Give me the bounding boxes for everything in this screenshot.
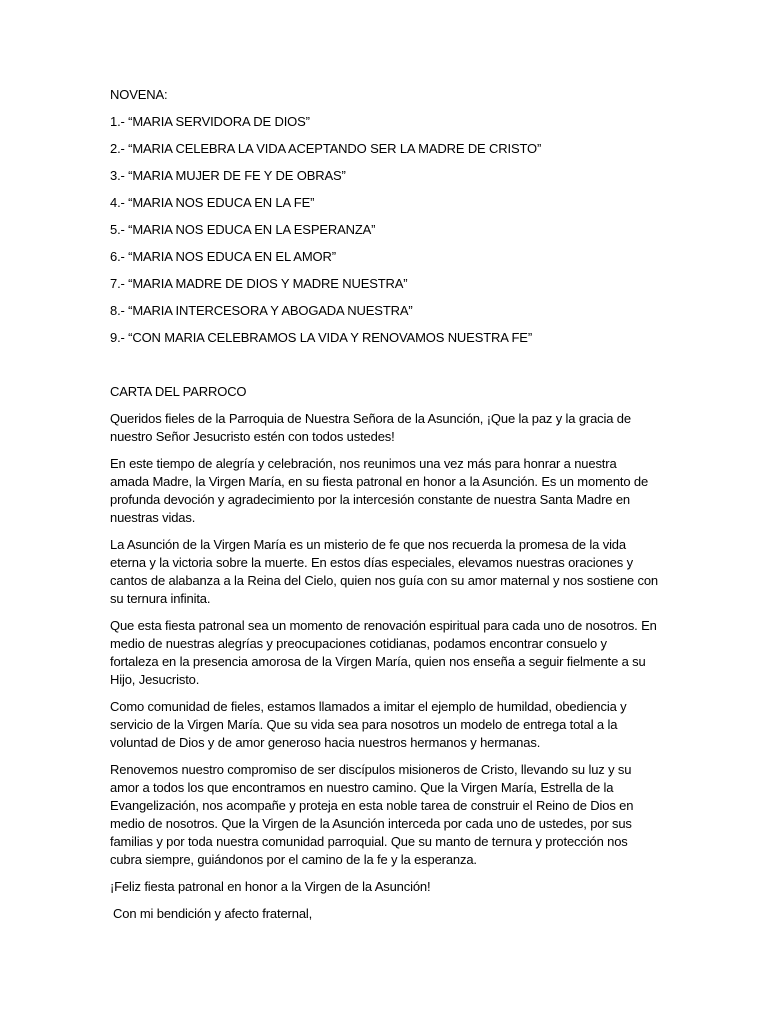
carta-heading: CARTA DEL PARROCO (110, 384, 247, 399)
document-page (110, 86, 658, 932)
carta-paragraph-6: Renovemos nuestro compromiso de ser discípulos misioneros de Cristo, llevando su luz y su amor a todos los que encontramos en nuestro camino. Que la Virgen María, Estrella de la Evangelización, nos acompañe y proteja en esta noble tarea de construir el Reino de Dios en medio de nosotros. Que la Virgen de la Asunción interceda por cada uno de ustedes, por sus familias y por toda nuestra comunidad parroquial. Que su manto de ternura y protección nos cubra siempre, guiándonos por el camino de la fe y la esperanza. (110, 762, 634, 867)
carta-paragraph-3: La Asunción de la Virgen María es un misterio de fe que nos recuerda la promesa de la vida eterna y la victoria sobre la muerte. En estos días especiales, elevamos nuestras oraciones y cantos de alabanza a la Reina del Cielo, quien nos guía con su amor maternal y nos sostiene con su ternura infinita. (110, 537, 658, 606)
carta-paragraph-2: En este tiempo de alegría y celebración, nos reunimos una vez más para honrar a nuestra amada Madre, la Virgen María, en su fiesta patronal en honor a la Asunción. Es un momento de profunda devoción y agradecimiento por la intercesión constante de nuestra Santa Madre en nuestras vidas. (110, 456, 649, 525)
novena-item-7: 7.- “MARIA MADRE DE DIOS Y MADRE NUESTRA” (110, 276, 408, 291)
novena-item-5: 5.- “MARIA NOS EDUCA EN LA ESPERANZA” (110, 222, 376, 237)
carta-paragraph-4: Que esta fiesta patronal sea un momento de renovación espiritual para cada uno de nosotros. En medio de nuestras alegrías y preocupaciones cotidianas, podamos encontrar consuelo y fortaleza en la presencia amorosa de la Virgen María, quien nos enseña a seguir fielmente a su Hijo, Jesucristo. (110, 618, 657, 687)
carta-paragraph-1: Queridos fieles de la Parroquia de Nuestra Señora de la Asunción, ¡Que la paz y la gracia de nuestro Señor Jesucristo estén con todos ustedes! (110, 411, 631, 444)
novena-item-3: 3.- “MARIA MUJER DE FE Y DE OBRAS” (110, 168, 346, 183)
section-spacer (110, 356, 658, 383)
carta-closing: Con mi bendición y afecto fraternal, (113, 906, 313, 921)
novena-heading: NOVENA: (110, 87, 168, 102)
novena-item-1: 1.- “MARIA SERVIDORA DE DIOS” (110, 114, 310, 129)
novena-item-8: 8.- “MARIA INTERCESORA Y ABOGADA NUESTRA” (110, 303, 413, 318)
carta-paragraph-5: Como comunidad de fieles, estamos llamados a imitar el ejemplo de humildad, obediencia y servicio de la Virgen María. Que su vida sea para nosotros un modelo de entrega total a la voluntad de Dios y de amor generoso hacia nuestros hermanos y hermanas. (110, 699, 627, 750)
novena-list (110, 113, 658, 347)
novena-item-4: 4.- “MARIA NOS EDUCA EN LA FE” (110, 195, 315, 210)
carta-greeting: ¡Feliz fiesta patronal en honor a la Virgen de la Asunción! (110, 879, 431, 894)
novena-item-2: 2.- “MARIA CELEBRA LA VIDA ACEPTANDO SER LA MADRE DE CRISTO” (110, 141, 542, 156)
novena-item-6: 6.- “MARIA NOS EDUCA EN EL AMOR” (110, 249, 336, 264)
novena-item-9: 9.- “CON MARIA CELEBRAMOS LA VIDA Y RENOVAMOS NUESTRA FE” (110, 330, 532, 345)
